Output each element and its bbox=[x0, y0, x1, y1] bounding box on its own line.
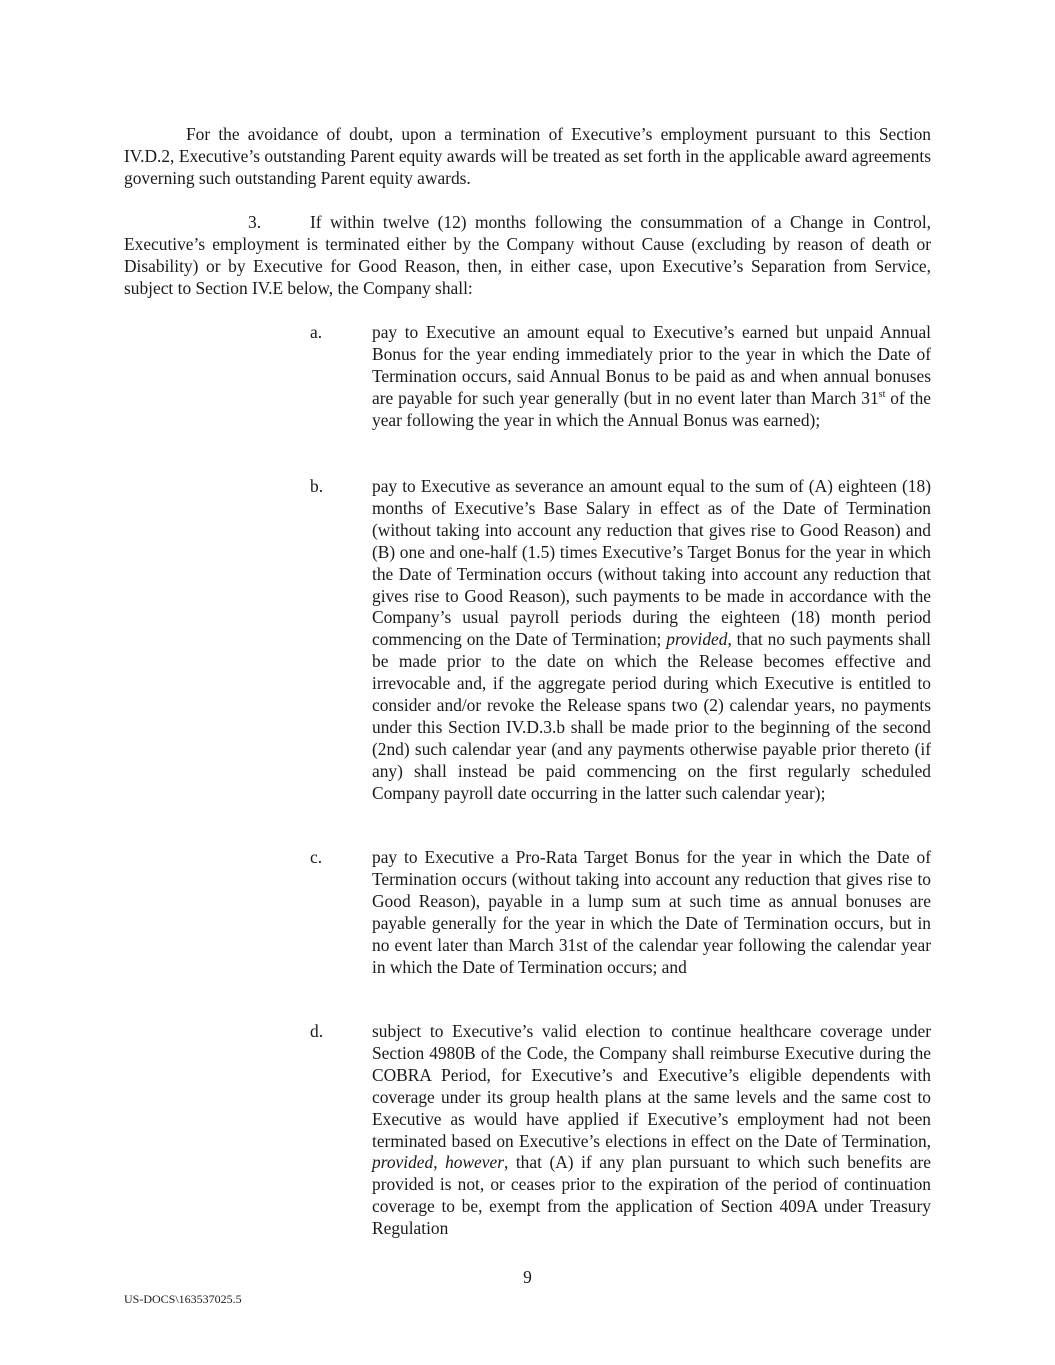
list-item-text: , bbox=[433, 1152, 446, 1173]
list-item-text: , that (A) if any plan pursuant to which such benefits are provided is not, or ceases prior to the expiration of the period of continuation coverage to be, exempt from the application of Section 409A under Treasury Regulation bbox=[372, 1152, 931, 1239]
list-item-text: of the year following the year in which the Annual Bonus was earned); bbox=[372, 387, 931, 430]
list-item-letter: d. bbox=[310, 1021, 324, 1041]
list-item-letter: a. bbox=[310, 322, 323, 342]
italic-term: however bbox=[445, 1152, 504, 1173]
section-number: 3. bbox=[248, 212, 262, 232]
section-3-text: If within twelve (12) months following the consummation of a Change in Control, Executive’s employment is terminated either by the Company without Cause (excluding by reason of death or Disability) or by Executive for Good Reason, then, in either case, upon Executive’s Separation from Service, subject to Section IV.E below, the Company shall: bbox=[124, 212, 931, 298]
list-item-text: pay to Executive a Pro-Rata Target Bonus for the year in which the Date of Termination occurs (without taking into account any reduction that gives rise to Good Reason), payable in a lump sum at such time as annual bonuses are payable generally for the year in which the Date of Termination occurs, but in no event later than March 31st of the calendar year following the calendar year in which the Date of Termination occurs; and bbox=[372, 847, 931, 977]
ordinal-suffix: st bbox=[878, 388, 886, 400]
paragraph-equity-awards bbox=[124, 124, 931, 190]
italic-term: provided bbox=[372, 1152, 434, 1173]
paragraph-section-3 bbox=[124, 212, 931, 300]
list-item-body bbox=[372, 1021, 931, 1240]
italic-term: provided bbox=[666, 629, 728, 650]
list-item-text: pay to Executive an amount equal to Executive’s earned but unpaid Annual Bonus for the year ending immediately prior to the year in which the Date of Termination occurs, said Annual Bonus to be paid as and when annual bonuses are payable for such year generally (but in no event later than March 31 bbox=[372, 322, 931, 408]
paragraph-equity-awards-text: For the avoidance of doubt, upon a termination of Executive’s employment pursuant to this Section IV.D.2, Executive’s outstanding Parent equity awards will be treated as set forth in the applicable award agreements governing such outstanding Parent equity awards. bbox=[124, 124, 931, 188]
list-item-letter: c. bbox=[310, 847, 323, 867]
list-item-body bbox=[372, 322, 931, 432]
list-item-text: subject to Executive’s valid election to continue healthcare coverage under Section 4980B of the Code, the Company shall reimburse Executive during the COBRA Period, for Executive’s and Executive’s eligible dependents with coverage under its group health plans at the same levels and the same cost to Executive as would have applied if Executive’s employment had not been terminated based on Executive’s elections in effect on the Date of Termination, bbox=[372, 1021, 931, 1151]
page-number: 9 bbox=[523, 1267, 532, 1287]
list-item-body bbox=[372, 847, 931, 978]
list-item-text: pay to Executive as severance an amount equal to the sum of (A) eighteen (18) months of Executive’s Base Salary in effect as of the Date of Termination (without taking into account any reduction that gives rise to Good Reason) and (B) one and one-half (1.5) times Executive’s Target Bonus for the year in which the Date of Termination occurs (without taking into account any reduction that gives rise to Good Reason), such payments to be made in accordance with the Company’s usual payroll periods during the eighteen (18) month period commencing on the Date of Termination; bbox=[372, 476, 931, 650]
list-item-body bbox=[372, 476, 931, 805]
document-id: US-DOCS\163537025.5 bbox=[124, 1292, 242, 1306]
list-item-letter: b. bbox=[310, 476, 324, 496]
list-item-text: , that no such payments shall be made prior to the date on which the Release becomes effective and irrevocable and, if the aggregate period during which Executive is entitled to consider and/or revoke the Release spans two (2) calendar years, no payments under this Section IV.D.3.b shall be made prior to the beginning of the second (2nd) such calendar year (and any payments otherwise payable prior thereto (if any) shall instead be paid commencing on the first regularly scheduled Company payroll date occurring in the latter such calendar year); bbox=[372, 629, 931, 803]
